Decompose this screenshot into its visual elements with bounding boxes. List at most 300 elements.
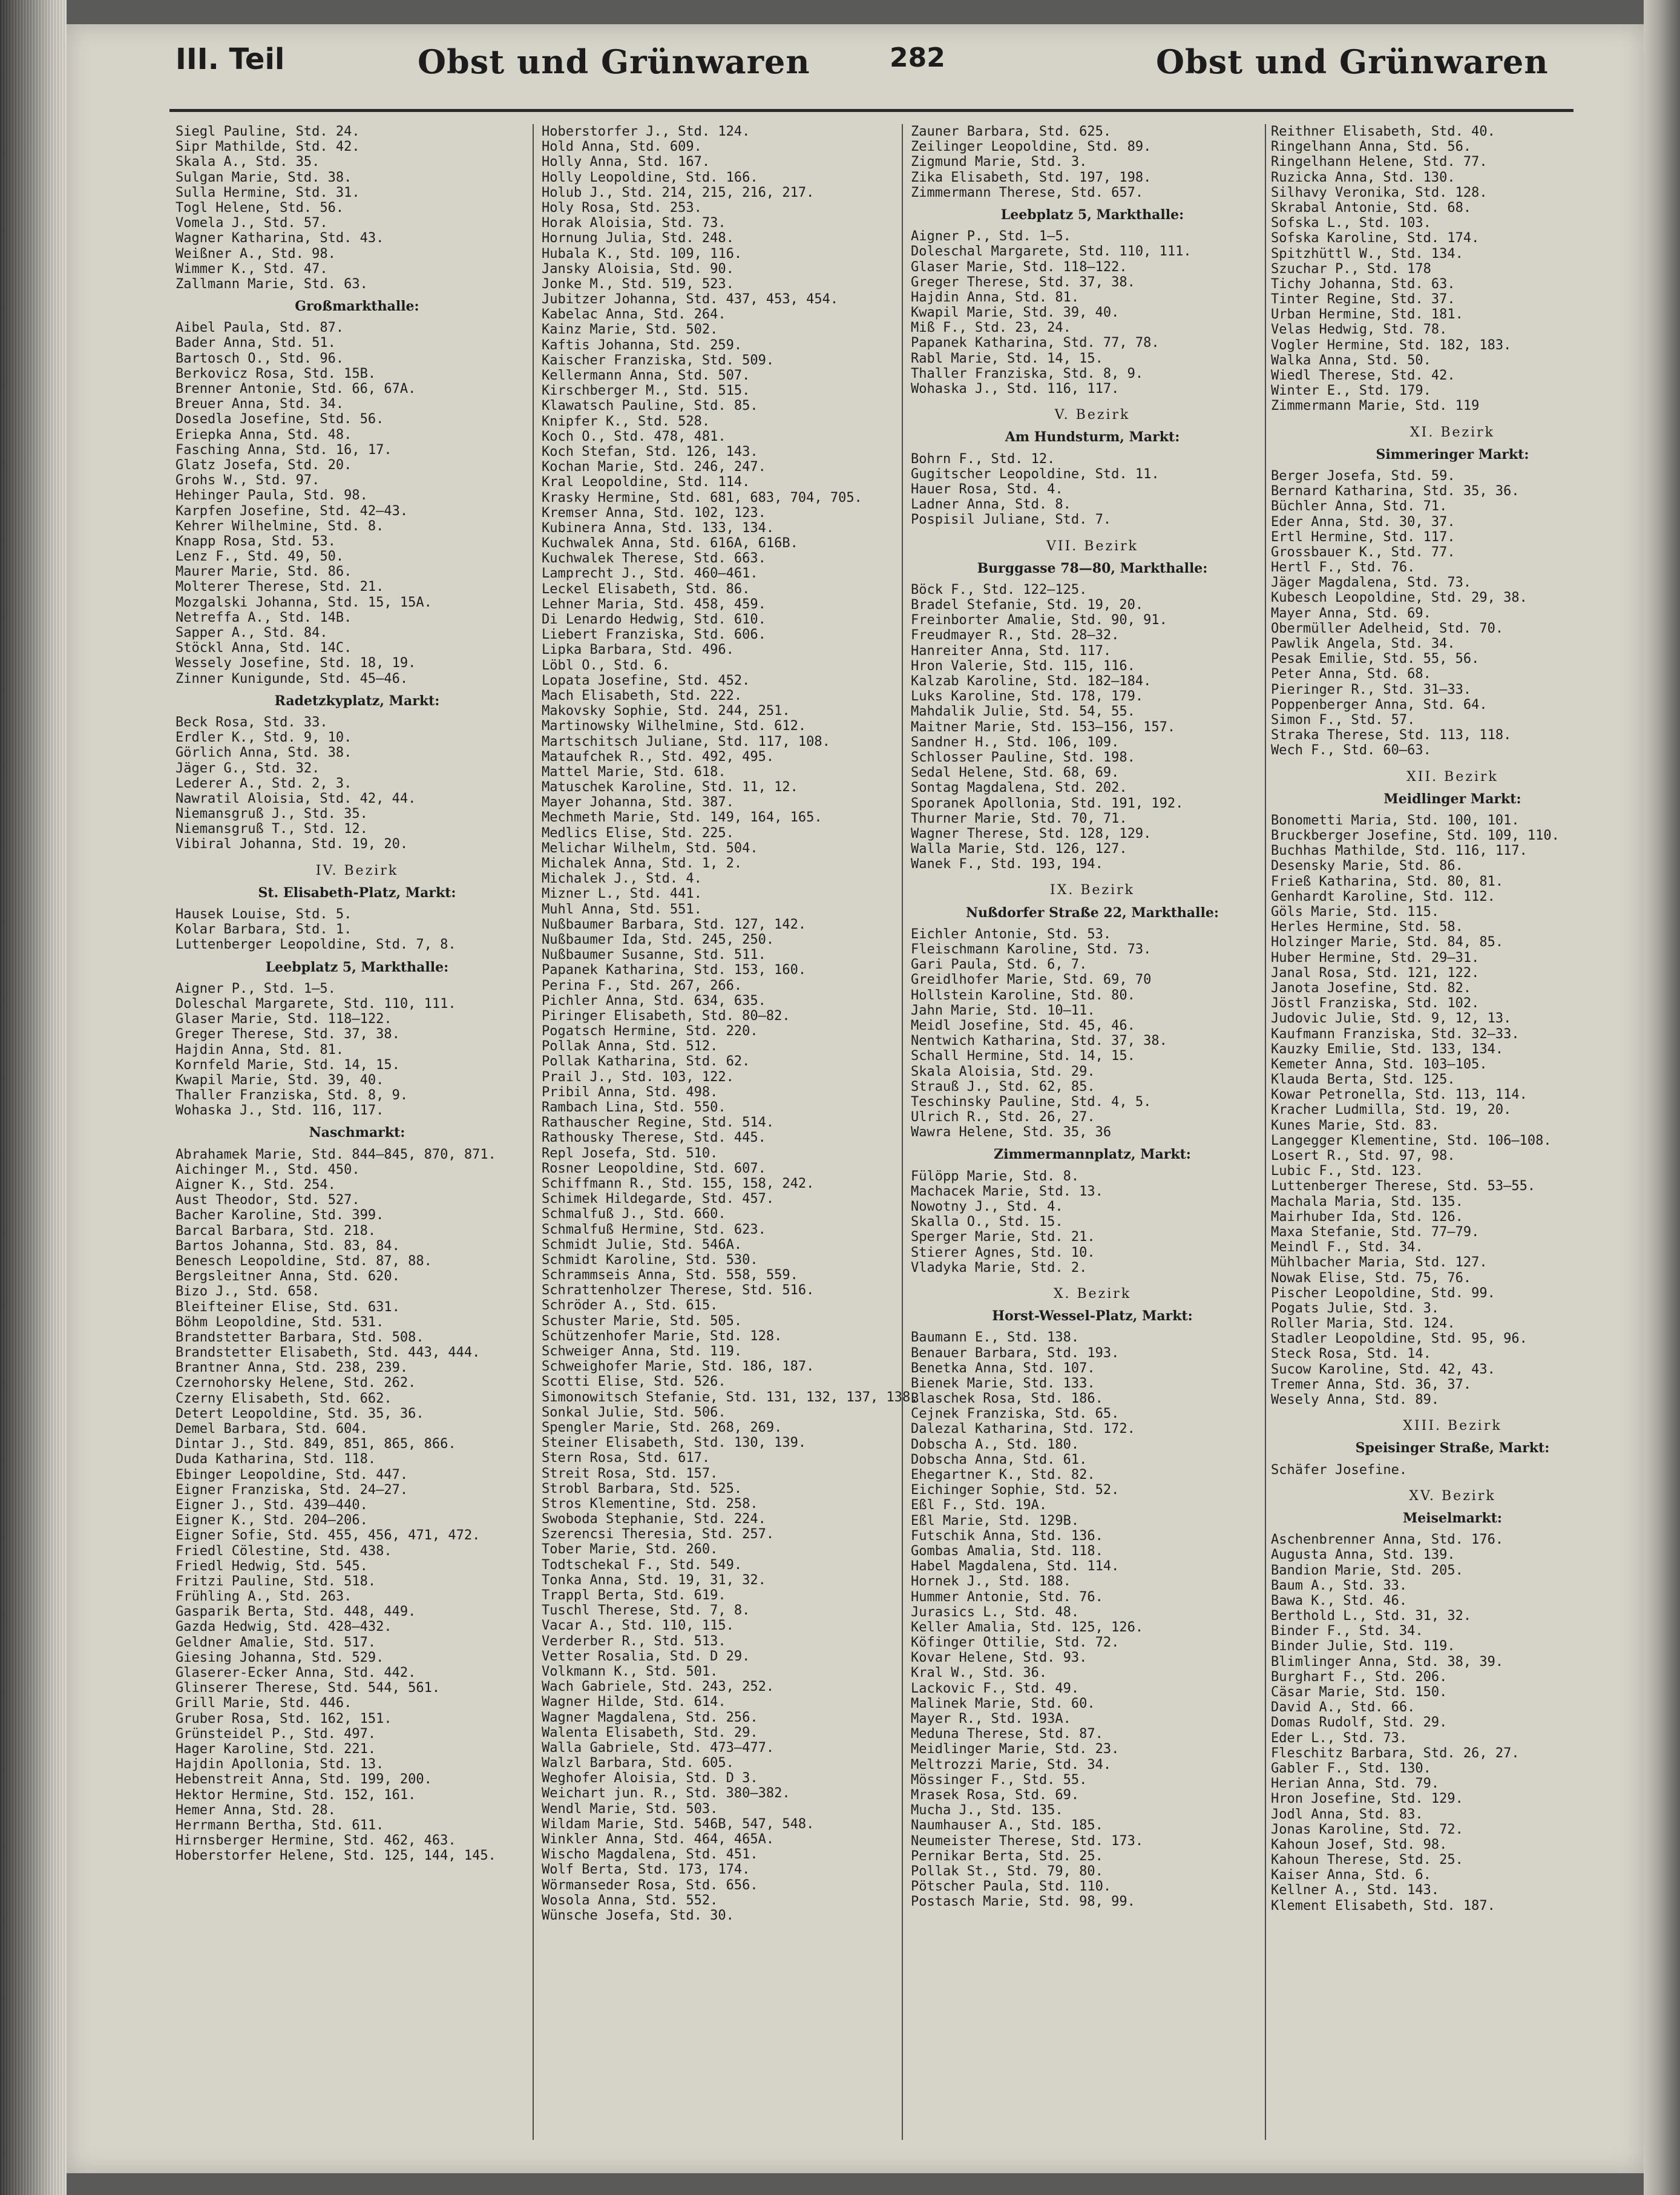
market-heading: Nußdorfer Straße 22, Markthalle:: [965, 904, 1219, 921]
vendor-entry: Hektor Hermine, Std. 152, 161.: [176, 1787, 416, 1803]
vendor-entry: Dosedla Josefine, Std. 56.: [176, 412, 384, 427]
vendor-entry: Zigmund Marie, Std. 3.: [911, 154, 1088, 170]
vendor-entry: Gruber Rosa, Std. 162, 151.: [176, 1711, 392, 1726]
vendor-entry: Schmidt Karoline, Std. 530.: [542, 1252, 758, 1268]
vendor-entry: Dobscha Anna, Std. 61.: [911, 1452, 1088, 1467]
vendor-entry: Eigner Sofie, Std. 455, 456, 471, 472.: [176, 1528, 481, 1544]
vendor-entry: Cäsar Marie, Std. 150.: [1271, 1685, 1448, 1700]
vendor-entry: Schmalfuß J., Std. 660.: [542, 1206, 726, 1222]
vendor-entry: Kral Leopoldine, Std. 114.: [542, 475, 750, 490]
vendor-entry: Kellner A., Std. 143.: [1271, 1883, 1440, 1898]
vendor-entry: Perina F., Std. 267, 266.: [542, 978, 743, 993]
market-heading: Burggasse 78—80, Markthalle:: [977, 560, 1208, 576]
vendor-entry: Sulla Hermine, Std. 31.: [176, 185, 360, 200]
vendor-entry: Wohaska J., Std. 116, 117.: [911, 381, 1120, 397]
vendor-entry: Hornek J., Std. 188.: [911, 1574, 1071, 1590]
vendor-entry: Fülöpp Marie, Std. 8.: [911, 1168, 1080, 1184]
vendor-entry: Detert Leopoldine, Std. 35, 36.: [176, 1406, 424, 1421]
vendor-entry: Aigner P., Std. 1—5.: [176, 981, 336, 996]
vendor-entry: Duda Katharina, Std. 118.: [176, 1452, 376, 1467]
vendor-entry: Burghart F., Std. 206.: [1271, 1669, 1448, 1685]
vendor-entry: Friedl Cölestine, Std. 438.: [176, 1543, 392, 1559]
vendor-entry: Karpfen Josefine, Std. 42—43.: [176, 503, 409, 519]
vendor-entry: Hemer Anna, Std. 28.: [176, 1802, 336, 1818]
vendor-entry: Czernohorsky Helene, Std. 262.: [176, 1375, 416, 1391]
vendor-entry: Keller Amalia, Std. 125, 126.: [911, 1619, 1144, 1635]
vendor-entry: Jöstl Franziska, Std. 102.: [1271, 996, 1480, 1012]
vendor-entry: Ehegartner K., Std. 82.: [911, 1467, 1095, 1483]
page-header: [91, 42, 1680, 115]
vendor-entry: Beck Rosa, Std. 33.: [176, 714, 328, 730]
vendor-entry: Kwapil Marie, Std. 39, 40.: [176, 1072, 384, 1088]
vendor-entry: Papanek Katharina, Std. 153, 160.: [542, 963, 807, 978]
vendor-entry: Winkler Anna, Std. 464, 465A.: [542, 1832, 775, 1847]
vendor-entry: Görlich Anna, Std. 38.: [176, 745, 352, 761]
market-heading: Leebplatz 5, Markthalle:: [265, 959, 449, 975]
vendor-entry: Eigner Franziska, Std. 24—27.: [176, 1482, 409, 1498]
vendor-entry: Hehinger Paula, Std. 98.: [176, 488, 368, 504]
vendor-entry: Poppenberger Anna, Std. 64.: [1271, 697, 1488, 712]
vendor-entry: Berger Josefa, Std. 59.: [1271, 468, 1455, 484]
vendor-entry: Jurasics L., Std. 48.: [911, 1604, 1080, 1620]
vendor-entry: Schiffmann R., Std. 155, 158, 242.: [542, 1176, 815, 1191]
vendor-entry: Benetka Anna, Std. 107.: [911, 1360, 1095, 1376]
vendor-entry: Malinek Marie, Std. 60.: [911, 1696, 1095, 1711]
vendor-entry: Meindl F., Std. 34.: [1271, 1240, 1423, 1255]
vendor-entry: Repl Josefa, Std. 510.: [542, 1145, 718, 1161]
vendor-entry: Straka Therese, Std. 113, 118.: [1271, 728, 1512, 743]
vendor-entry: Klawatsch Pauline, Std. 85.: [542, 398, 758, 414]
vendor-entry: Hausek Louise, Std. 5.: [176, 907, 352, 922]
vendor-entry: Ruzicka Anna, Std. 130.: [1271, 169, 1455, 185]
vendor-entry: Sontag Magdalena, Std. 202.: [911, 780, 1127, 796]
vendor-entry: Fleischmann Karoline, Std. 73.: [911, 942, 1152, 957]
vendor-entry: Machacek Marie, Std. 13.: [911, 1183, 1103, 1199]
vendor-entry: Medlics Elise, Std. 225.: [542, 825, 734, 841]
vendor-entry: Meltrozzi Marie, Std. 34.: [911, 1757, 1112, 1772]
vendor-entry: Mayer R., Std. 193A.: [911, 1711, 1071, 1726]
vendor-entry: Todtschekal F., Std. 549.: [542, 1557, 743, 1573]
vendor-entry: Mrasek Rosa, Std. 69.: [911, 1787, 1080, 1803]
vendor-entry: Wischo Magdalena, Std. 451.: [542, 1847, 758, 1863]
vendor-entry: Kirschberger M., Std. 515.: [542, 383, 750, 399]
vendor-entry: Lopata Josefine, Std. 452.: [542, 673, 750, 688]
vendor-entry: Ringelhann Anna, Std. 56.: [1271, 139, 1472, 155]
vendor-entry: Hager Karoline, Std. 221.: [176, 1741, 376, 1757]
vendor-entry: Kral W., Std. 36.: [911, 1665, 1048, 1681]
vendor-entry: Kainz Marie, Std. 502.: [542, 322, 718, 338]
vendor-entry: Skalla O., Std. 15.: [911, 1214, 1063, 1230]
vendor-entry: Meidl Josefine, Std. 45, 46.: [911, 1018, 1135, 1033]
vendor-entry: Bandion Marie, Std. 205.: [1271, 1562, 1463, 1578]
vendor-entry: Rabl Marie, Std. 14, 15.: [911, 350, 1103, 366]
vendor-entry: Knapp Rosa, Std. 53.: [176, 533, 336, 549]
vendor-entry: Kubesch Leopoldine, Std. 29, 38.: [1271, 590, 1527, 606]
vendor-entry: Mataufchek R., Std. 492, 495.: [542, 749, 775, 765]
vendor-entry: Hirnsberger Hermine, Std. 462, 463.: [176, 1833, 456, 1849]
vendor-entry: Gari Paula, Std. 6, 7.: [911, 957, 1088, 973]
vendor-entry: Walenta Elisabeth, Std. 29.: [542, 1725, 758, 1740]
vendor-entry: Glaser Marie, Std. 118—122.: [176, 1012, 392, 1027]
vendor-entry: Skala A., Std. 35.: [176, 154, 320, 170]
vendor-entry: Eichinger Sophie, Std. 52.: [911, 1483, 1120, 1498]
vendor-entry: Hold Anna, Std. 609.: [542, 139, 702, 155]
vendor-entry: Bader Anna, Std. 51.: [176, 335, 336, 351]
vendor-entry: Kaiser Anna, Std. 6.: [1271, 1868, 1431, 1883]
market-heading: Speisinger Straße, Markt:: [1355, 1440, 1550, 1456]
vendor-entry: Nentwich Katharina, Std. 37, 38.: [911, 1033, 1167, 1049]
vendor-entry: Liebert Franziska, Std. 606.: [542, 627, 766, 643]
vendor-entry: Kracher Ludmilla, Std. 19, 20.: [1271, 1102, 1512, 1118]
district-heading: X. Bezirk: [1053, 1286, 1132, 1302]
vendor-entry: Rambach Lina, Std. 550.: [542, 1100, 726, 1115]
vendor-entry: Pogatsch Hermine, Std. 220.: [542, 1024, 758, 1039]
vendor-entry: Ertl Hermine, Std. 117.: [1271, 529, 1455, 545]
vendor-entry: Steiner Elisabeth, Std. 130, 139.: [542, 1435, 807, 1451]
vendor-entry: Zimmermann Therese, Std. 657.: [911, 185, 1144, 200]
vendor-entry: Steck Rosa, Std. 14.: [1271, 1346, 1431, 1362]
district-heading: XV. Bezirk: [1409, 1488, 1496, 1504]
vendor-entry: Glatz Josefa, Std. 20.: [176, 457, 352, 473]
vendor-entry: Obermüller Adelheid, Std. 70.: [1271, 620, 1504, 636]
vendor-entry: Bruckberger Josefine, Std. 109, 110.: [1271, 828, 1560, 844]
page-number: 282: [890, 42, 945, 73]
vendor-entry: Wach Gabriele, Std. 243, 252.: [542, 1679, 775, 1695]
vendor-entry: Vomela J., Std. 57.: [176, 216, 328, 231]
district-heading: VII. Bezirk: [1046, 538, 1138, 554]
vendor-entry: Herian Anna, Std. 79.: [1271, 1776, 1440, 1792]
vendor-entry: Greger Therese, Std. 37, 38.: [176, 1027, 400, 1042]
vendor-entry: Binder Julie, Std. 119.: [1271, 1639, 1455, 1654]
vendor-entry: Sperger Marie, Std. 21.: [911, 1229, 1095, 1245]
vendor-entry: Kaftis Johanna, Std. 259.: [542, 337, 743, 353]
vendor-entry: Futschik Anna, Std. 136.: [911, 1528, 1103, 1544]
vendor-entry: Genhardt Karoline, Std. 112.: [1271, 889, 1495, 904]
vendor-entry: Weichart jun. R., Std. 380—382.: [542, 1786, 790, 1802]
vendor-entry: Hoberstorfer J., Std. 124.: [542, 124, 750, 139]
district-heading: XII. Bezirk: [1406, 769, 1498, 785]
district-heading: XIII. Bezirk: [1403, 1418, 1502, 1434]
vendor-entry: Kovar Helene, Std. 93.: [911, 1650, 1088, 1666]
vendor-entry: Kolar Barbara, Std. 1.: [176, 922, 352, 938]
vendor-entry: Ulrich R., Std. 26, 27.: [911, 1110, 1095, 1125]
vendor-entry: Eder L., Std. 73.: [1271, 1730, 1408, 1746]
vendor-entry: Fasching Anna, Std. 16, 17.: [176, 442, 392, 458]
vendor-entry: Wagner Magdalena, Std. 256.: [542, 1710, 758, 1725]
vendor-entry: Wolf Berta, Std. 173, 174.: [542, 1862, 750, 1878]
vendor-entry: Benesch Leopoldine, Std. 87, 88.: [176, 1253, 432, 1269]
vendor-entry: Peter Anna, Std. 68.: [1271, 666, 1431, 682]
vendor-entry: Losert R., Std. 97, 98.: [1271, 1148, 1455, 1163]
vendor-entry: Hajdin Apollonia, Std. 13.: [176, 1757, 384, 1772]
vendor-entry: Luttenberger Therese, Std. 53—55.: [1271, 1179, 1536, 1194]
vendor-entry: Kornfeld Marie, Std. 14, 15.: [176, 1057, 400, 1073]
vendor-entry: Lipka Barbara, Std. 496.: [542, 642, 734, 658]
vendor-entry: Molterer Therese, Std. 21.: [176, 579, 384, 595]
vendor-entry: Strobl Barbara, Std. 525.: [542, 1481, 743, 1496]
vendor-entry: Mayer Anna, Std. 69.: [1271, 605, 1431, 621]
vendor-entry: Bacher Karoline, Std. 399.: [176, 1208, 384, 1223]
vendor-entry: Nußbaumer Susanne, Std. 511.: [542, 947, 766, 963]
vendor-entry: Eigner K., Std. 204—206.: [176, 1513, 368, 1529]
vendor-entry: Baumann E., Std. 138.: [911, 1330, 1080, 1346]
vendor-entry: Huber Hermine, Std. 29—31.: [1271, 950, 1480, 966]
vendor-entry: Schröder A., Std. 615.: [542, 1298, 718, 1314]
vendor-entry: Jäger Magdalena, Std. 73.: [1271, 575, 1472, 591]
vendor-entry: Frühling A., Std. 263.: [176, 1589, 352, 1605]
book-page-edges: [0, 0, 67, 2195]
vendor-entry: Domas Rudolf, Std. 29.: [1271, 1715, 1448, 1731]
vendor-entry: Strauß J., Std. 62, 85.: [911, 1079, 1095, 1094]
vendor-entry: Kaischer Franziska, Std. 509.: [542, 352, 775, 368]
vendor-entry: Bergsleitner Anna, Std. 620.: [176, 1269, 400, 1285]
vendor-entry: Makovsky Sophie, Std. 244, 251.: [542, 703, 790, 719]
book-right-edge: [1644, 0, 1680, 2195]
vendor-entry: Mozgalski Johanna, Std. 15, 15A.: [176, 594, 432, 610]
vendor-entry: Bizo J., Std. 658.: [176, 1284, 320, 1300]
vendor-entry: Grünsteidel P., Std. 497.: [176, 1726, 376, 1742]
vendor-entry: Michalek J., Std. 4.: [542, 871, 702, 887]
vendor-entry: Baum A., Std. 33.: [1271, 1578, 1408, 1593]
vendor-entry: Wohaska J., Std. 116, 117.: [176, 1103, 384, 1119]
vendor-entry: Hummer Antonie, Std. 76.: [911, 1589, 1103, 1605]
vendor-entry: Holzinger Marie, Std. 84, 85.: [1271, 935, 1504, 950]
vendor-entry: Hollstein Karoline, Std. 80.: [911, 987, 1135, 1003]
vendor-entry: Winter E., Std. 179.: [1271, 383, 1431, 399]
vendor-entry: Tremer Anna, Std. 36, 37.: [1271, 1377, 1472, 1392]
vendor-entry: Gombas Amalia, Std. 118.: [911, 1543, 1103, 1559]
market-heading: Großmarkthalle:: [295, 298, 419, 315]
vendor-entry: Swoboda Stephanie, Std. 224.: [542, 1512, 766, 1527]
vendor-entry: Aust Theodor, Std. 527.: [176, 1193, 360, 1208]
vendor-entry: Bradel Stefanie, Std. 19, 20.: [911, 597, 1144, 613]
vendor-entry: Sonkal Julie, Std. 506.: [542, 1404, 726, 1420]
vendor-entry: Schrammseis Anna, Std. 558, 559.: [542, 1268, 798, 1283]
vendor-entry: Mattel Marie, Std. 618.: [542, 764, 726, 780]
vendor-entry: Stierer Agnes, Std. 10.: [911, 1245, 1095, 1260]
vendor-entry: Binder F., Std. 34.: [1271, 1624, 1423, 1639]
vendor-entry: Kahoun Josef, Std. 98.: [1271, 1837, 1448, 1852]
vendor-entry: Glinserer Therese, Std. 544, 561.: [176, 1680, 441, 1696]
vendor-entry: Herles Hermine, Std. 58.: [1271, 920, 1463, 935]
vendor-entry: Tinter Regine, Std. 37.: [1271, 292, 1455, 308]
vendor-entry: Zinner Kunigunde, Std. 45—46.: [176, 671, 409, 686]
vendor-entry: Brenner Antonie, Std. 66, 67A.: [176, 381, 416, 397]
vendor-entry: Dobscha A., Std. 180.: [911, 1436, 1080, 1452]
vendor-entry: Schimek Hildegarde, Std. 457.: [542, 1191, 775, 1207]
vendor-entry: Eßl Marie, Std. 129B.: [911, 1513, 1080, 1529]
vendor-entry: Sapper A., Std. 84.: [176, 625, 328, 640]
vendor-entry: Dintar J., Std. 849, 851, 865, 866.: [176, 1436, 456, 1452]
vendor-entry: Naumhauser A., Std. 185.: [911, 1818, 1103, 1834]
vendor-entry: Bienek Marie, Std. 133.: [911, 1375, 1095, 1391]
vendor-entry: Kauzky Emilie, Std. 133, 134.: [1271, 1041, 1504, 1057]
vendor-entry: Rathauscher Regine, Std. 514.: [542, 1115, 775, 1131]
vendor-entry: Miß F., Std. 23, 24.: [911, 320, 1071, 336]
vendor-entry: Zeilinger Leopoldine, Std. 89.: [911, 139, 1152, 155]
column-2: [542, 124, 919, 1923]
vendor-entry: Buchhas Mathilde, Std. 116, 117.: [1271, 843, 1527, 859]
vendor-entry: Freudmayer R., Std. 28—32.: [911, 628, 1120, 643]
vendor-entry: Glaserer-Ecker Anna, Std. 442.: [176, 1665, 416, 1680]
vendor-entry: Matuschek Karoline, Std. 11, 12.: [542, 780, 798, 795]
vendor-entry: Berthold L., Std. 31, 32.: [1271, 1608, 1472, 1624]
vendor-entry: Tichy Johanna, Std. 63.: [1271, 276, 1455, 292]
vendor-entry: Hertl F., Std. 76.: [1271, 560, 1416, 576]
market-heading: Simmeringer Markt:: [1376, 446, 1529, 462]
vendor-entry: Nußbaumer Barbara, Std. 127, 142.: [542, 917, 807, 932]
vendor-entry: Pötscher Paula, Std. 110.: [911, 1879, 1112, 1895]
vendor-entry: Szerencsi Theresia, Std. 257.: [542, 1527, 775, 1542]
vendor-entry: Hebenstreit Anna, Std. 199, 200.: [176, 1772, 432, 1788]
vendor-entry: Holly Anna, Std. 167.: [542, 154, 710, 170]
vendor-entry: Jubitzer Johanna, Std. 437, 453, 454.: [542, 292, 839, 308]
vendor-entry: Schrattenholzer Therese, Std. 516.: [542, 1283, 815, 1298]
vendor-entry: Pieringer R., Std. 31—33.: [1271, 682, 1472, 697]
vendor-entry: Neumeister Therese, Std. 173.: [911, 1833, 1144, 1849]
vendor-entry: Urban Hermine, Std. 181.: [1271, 307, 1463, 323]
vendor-entry: Teschinsky Pauline, Std. 4, 5.: [911, 1094, 1152, 1110]
vendor-entry: Papanek Katharina, Std. 77, 78.: [911, 335, 1160, 351]
vendor-entry: Gasparik Berta, Std. 448, 449.: [176, 1604, 416, 1620]
market-heading: Naschmarkt:: [309, 1125, 405, 1141]
vendor-entry: Lehner Maria, Std. 458, 459.: [542, 596, 766, 612]
vendor-entry: Göls Marie, Std. 115.: [1271, 904, 1440, 920]
vendor-entry: Fritzi Pauline, Std. 518.: [176, 1573, 376, 1589]
vendor-entry: Walla Marie, Std. 126, 127.: [911, 841, 1127, 857]
vendor-entry: Langegger Klementine, Std. 106—108.: [1271, 1133, 1552, 1148]
vendor-entry: Eichler Antonie, Std. 53.: [911, 926, 1112, 942]
vendor-entry: Trappl Berta, Std. 619.: [542, 1588, 726, 1603]
vendor-entry: Meduna Therese, Std. 87.: [911, 1726, 1103, 1742]
vendor-entry: Aigner K., Std. 254.: [176, 1177, 336, 1193]
vendor-entry: Hauer Rosa, Std. 4.: [911, 481, 1063, 497]
column-4: [1271, 124, 1634, 1914]
vendor-entry: Zimmermann Marie, Std. 119: [1271, 398, 1480, 414]
vendor-entry: Kuchwalek Therese, Std. 663.: [542, 551, 766, 567]
vendor-entry: Netreffa A., Std. 14B.: [176, 610, 352, 625]
vendor-entry: Schuster Marie, Std. 505.: [542, 1313, 743, 1329]
vendor-entry: Böhm Leopoldine, Std. 531.: [176, 1314, 384, 1330]
vendor-entry: Nawratil Aloisia, Std. 42, 44.: [176, 791, 416, 806]
vendor-entry: Aschenbrenner Anna, Std. 176.: [1271, 1532, 1504, 1548]
vendor-entry: Desensky Marie, Std. 86.: [1271, 858, 1463, 874]
vendor-entry: Grill Marie, Std. 446.: [176, 1696, 352, 1711]
vendor-entry: Frieß Katharina, Std. 80, 81.: [1271, 874, 1504, 889]
running-title-right: Obst und Grünwaren: [1156, 42, 1549, 81]
vendor-entry: Herrmann Bertha, Std. 611.: [176, 1817, 384, 1833]
vendor-entry: Mechmeth Marie, Std. 149, 164, 165.: [542, 810, 822, 826]
vendor-entry: Breuer Anna, Std. 34.: [176, 397, 344, 412]
vendor-entry: Vladyka Marie, Std. 2.: [911, 1260, 1088, 1275]
vendor-entry: Velas Hedwig, Std. 78.: [1271, 322, 1448, 338]
part-label: III. Teil: [176, 42, 285, 76]
vendor-entry: Wimmer K., Std. 47.: [176, 261, 328, 277]
vendor-entry: Roller Maria, Std. 124.: [1271, 1316, 1455, 1332]
district-heading: IV. Bezirk: [315, 863, 399, 878]
vendor-entry: Holy Rosa, Std. 253.: [542, 200, 702, 216]
vendor-entry: Schmalfuß Hermine, Std. 623.: [542, 1222, 766, 1237]
vendor-entry: Jahn Marie, Std. 10—11.: [911, 1002, 1095, 1018]
vendor-entry: Tuschl Therese, Std. 7, 8.: [542, 1603, 750, 1619]
vendor-entry: Togl Helene, Std. 56.: [176, 200, 344, 216]
vendor-entry: Kubinera Anna, Std. 133, 134.: [542, 520, 775, 536]
vendor-entry: Vetter Rosalia, Std. D 29.: [542, 1648, 750, 1664]
vendor-entry: Nußbaumer Ida, Std. 245, 250.: [542, 932, 775, 947]
vendor-entry: Melichar Wilhelm, Std. 504.: [542, 840, 758, 856]
vendor-entry: Knipfer K., Std. 528.: [542, 413, 710, 429]
vendor-entry: Lamprecht J., Std. 460—461.: [542, 566, 758, 582]
vendor-entry: Thurner Marie, Std. 70, 71.: [911, 811, 1127, 826]
district-heading: V. Bezirk: [1054, 407, 1130, 423]
vendor-entry: Tonka Anna, Std. 19, 31, 32.: [542, 1572, 766, 1588]
vendor-entry: Köfinger Ottilie, Std. 72.: [911, 1635, 1120, 1651]
vendor-entry: Rosner Leopoldine, Std. 607.: [542, 1160, 766, 1176]
vendor-entry: Löbl O., Std. 6.: [542, 657, 670, 673]
vendor-entry: Thaller Franziska, Std. 8, 9.: [176, 1088, 409, 1104]
vendor-entry: Wagner Katharina, Std. 43.: [176, 231, 384, 246]
vendor-entry: Mahdalik Julie, Std. 54, 55.: [911, 704, 1135, 720]
vendor-entry: Wawra Helene, Std. 35, 36: [911, 1125, 1112, 1140]
vendor-entry: Schweighofer Marie, Std. 186, 187.: [542, 1359, 815, 1375]
vendor-entry: Pawlik Angela, Std. 34.: [1271, 636, 1455, 651]
district-heading: XI. Bezirk: [1410, 424, 1495, 440]
vendor-entry: Hajdin Anna, Std. 81.: [911, 289, 1080, 305]
vendor-entry: Klement Elisabeth, Std. 187.: [1271, 1898, 1495, 1914]
vendor-entry: Pogats Julie, Std. 3.: [1271, 1300, 1440, 1316]
vendor-entry: Maurer Marie, Std. 86.: [176, 564, 352, 580]
vendor-entry: Wildam Marie, Std. 546B, 547, 548.: [542, 1816, 815, 1832]
vendor-entry: Weißner A., Std. 98.: [176, 246, 336, 262]
vendor-entry: Wosola Anna, Std. 552.: [542, 1892, 718, 1908]
vendor-entry: Bawa K., Std. 46.: [1271, 1593, 1408, 1608]
vendor-entry: Bonometti Maria, Std. 100, 101.: [1271, 812, 1520, 828]
vendor-entry: Pesak Emilie, Std. 55, 56.: [1271, 651, 1480, 667]
vendor-entry: Wiedl Therese, Std. 42.: [1271, 368, 1455, 383]
vendor-entry: Gabler F., Std. 130.: [1271, 1760, 1431, 1776]
vendor-entry: Kwapil Marie, Std. 39, 40.: [911, 305, 1120, 321]
vendor-entry: Schäfer Josefine.: [1271, 1462, 1408, 1478]
vendor-entry: Eriepka Anna, Std. 48.: [176, 427, 352, 443]
vendor-entry: Michalek Anna, Std. 1, 2.: [542, 856, 743, 871]
vendor-entry: Aibel Paula, Std. 87.: [176, 320, 344, 336]
vendor-entry: Fleschitz Barbara, Std. 26, 27.: [1271, 1745, 1520, 1761]
vendor-entry: Mairhuber Ida, Std. 126.: [1271, 1209, 1463, 1225]
vendor-entry: Piringer Elisabeth, Std. 80—82.: [542, 1008, 790, 1024]
vendor-entry: Böck F., Std. 122—125.: [911, 582, 1088, 597]
vendor-entry: Hanreiter Anna, Std. 117.: [911, 643, 1112, 659]
vendor-entry: Stros Klementine, Std. 258.: [542, 1496, 758, 1512]
vendor-entry: Freinborter Amalie, Std. 90, 91.: [911, 613, 1167, 628]
market-heading: Am Hundsturm, Markt:: [1005, 429, 1180, 446]
vendor-entry: Sofska Karoline, Std. 174.: [1271, 231, 1480, 246]
vendor-entry: Verderber R., Std. 513.: [542, 1633, 726, 1649]
vendor-entry: Schlosser Pauline, Std. 198.: [911, 749, 1135, 765]
market-heading: Radetzkyplatz, Markt:: [274, 693, 440, 709]
vendor-entry: Judovic Julie, Std. 9, 12, 13.: [1271, 1011, 1512, 1027]
vendor-entry: Jonas Karoline, Std. 72.: [1271, 1821, 1463, 1837]
vendor-entry: Mayer Johanna, Std. 387.: [542, 795, 734, 811]
vendor-entry: Sipr Mathilde, Std. 42.: [176, 139, 360, 155]
vendor-entry: Kemeter Anna, Std. 103—105.: [1271, 1056, 1488, 1072]
vendor-entry: Maitner Marie, Std. 153—156, 157.: [911, 719, 1176, 735]
vendor-entry: Hron Josefine, Std. 129.: [1271, 1791, 1463, 1807]
vendor-entry: Mühlbacher Maria, Std. 127.: [1271, 1255, 1488, 1271]
vendor-entry: Geldner Amalie, Std. 517.: [176, 1634, 376, 1650]
vendor-entry: Kehrer Wilhelmine, Std. 8.: [176, 518, 384, 534]
vendor-entry: Hron Valerie, Std. 115, 116.: [911, 658, 1135, 674]
vendor-entry: Erdler K., Std. 9, 10.: [176, 730, 352, 746]
